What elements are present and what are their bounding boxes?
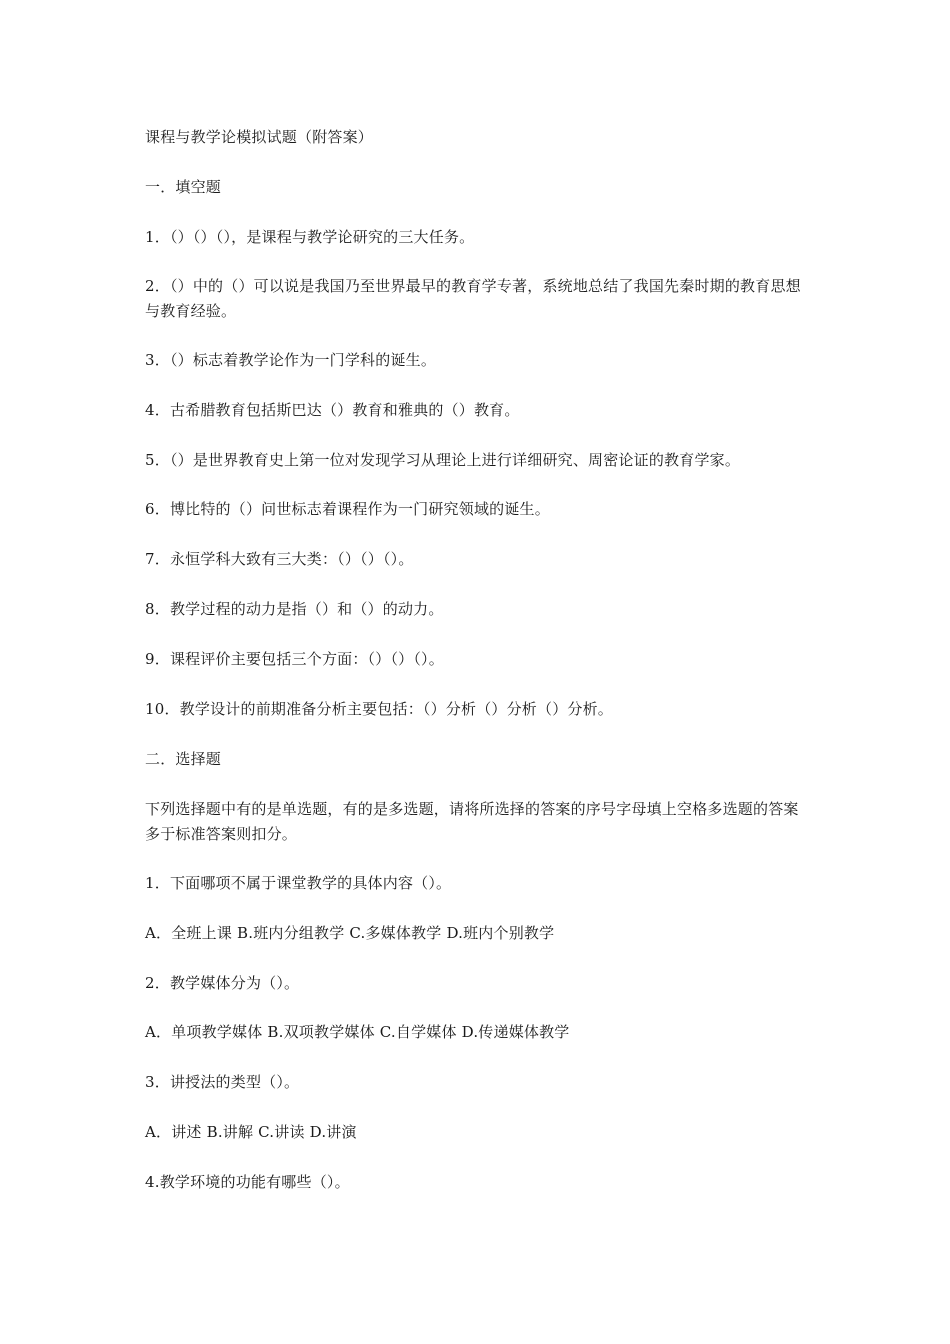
- multiple-choice-instructions: 下列选择题中有的是单选题，有的是多选题，请将所选择的答案的序号字母填上空格多选题的答案多于标准答案则扣分。: [145, 800, 799, 843]
- choice-question-2-stem: 2．教学媒体分为（）。: [145, 974, 300, 992]
- choice-question-4-stem: 4.教学环境的功能有哪些（）。: [145, 1173, 350, 1191]
- fill-blank-question-6: 6．博比特的（）问世标志着课程作为一门研究领域的诞生。: [145, 500, 550, 518]
- choice-question-1-options: A．全班上课 B.班内分组教学 C.多媒体教学 D.班内个别教学: [145, 924, 555, 942]
- fill-blank-question-7: 7．永恒学科大致有三大类：（）（）（）。: [145, 550, 414, 568]
- fill-blank-question-10: 10．教学设计的前期准备分析主要包括：（）分析（）分析（）分析。: [145, 700, 613, 718]
- choice-question-3-options: A．讲述 B.讲解 C.讲读 D.讲演: [145, 1123, 357, 1141]
- fill-blank-question-5: 5．（）是世界教育史上第一位对发现学习从理论上进行详细研究、周密论证的教育学家。: [145, 451, 741, 469]
- section-heading-multiple-choice: 二．选择题: [145, 750, 222, 768]
- fill-blank-question-4: 4．古希腊教育包括斯巴达（）教育和雅典的（）教育。: [145, 401, 520, 419]
- section-heading-fill-blank: 一．填空题: [145, 178, 222, 196]
- fill-blank-question-2: 2．（）中的（）可以说是我国乃至世界最早的教育学专著，系统地总结了我国先秦时期的教育思想与教育经验。: [145, 277, 801, 320]
- choice-question-1-stem: 1．下面哪项不属于课堂教学的具体内容（）。: [145, 874, 452, 892]
- fill-blank-question-8: 8．教学过程的动力是指（）和（）的动力。: [145, 600, 444, 618]
- fill-blank-question-9: 9．课程评价主要包括三个方面：（）（）（）。: [145, 650, 444, 668]
- fill-blank-question-3: 3．（）标志着教学论作为一门学科的诞生。: [145, 351, 437, 369]
- fill-blank-question-1: 1．（）（）（），是课程与教学论研究的三大任务。: [145, 228, 475, 246]
- document-title: 课程与教学论模拟试题（附答案）: [145, 128, 374, 146]
- choice-question-2-options: A．单项教学媒体 B.双项教学媒体 C.自学媒体 D.传递媒体教学: [145, 1023, 570, 1041]
- choice-question-3-stem: 3．讲授法的类型（）。: [145, 1073, 300, 1091]
